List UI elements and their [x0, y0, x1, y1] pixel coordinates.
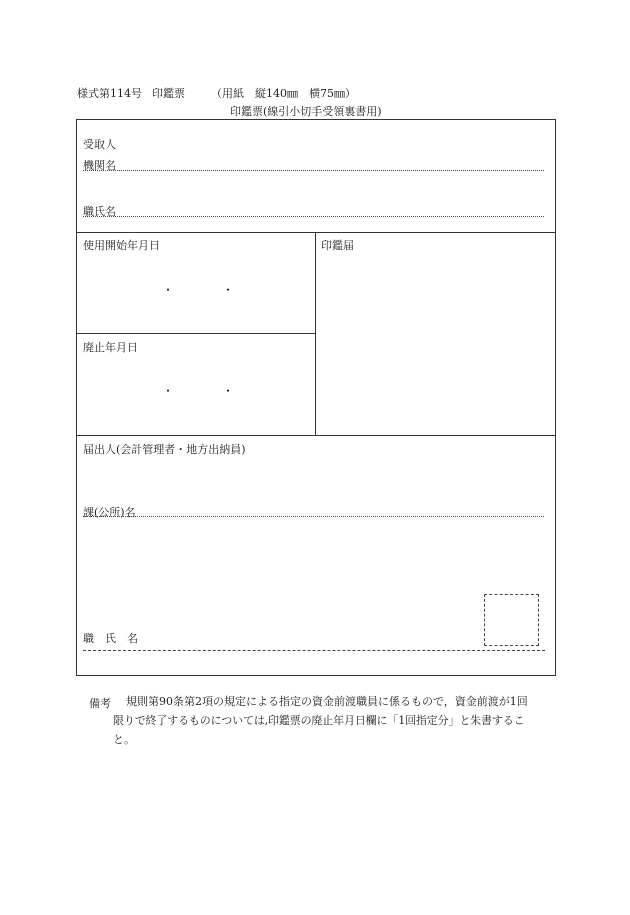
- divider: [76, 232, 556, 233]
- date-separator: ・: [162, 283, 175, 297]
- notifier-name-field[interactable]: [83, 650, 545, 651]
- date-separator: ・: [162, 384, 175, 398]
- seal-impression-area[interactable]: [317, 256, 553, 432]
- date-separator: ・: [222, 384, 235, 398]
- remarks-label: 備考: [89, 697, 111, 710]
- notifier-heading: 届出人(会計管理者・地方出納員): [83, 443, 246, 456]
- section-name-label: 課(公所)名: [83, 506, 136, 519]
- form-number: 様式第114号: [77, 87, 142, 100]
- form-name: 印鑑票: [152, 87, 185, 100]
- divider: [76, 435, 556, 436]
- seal-registration-label: 印鑑届: [321, 239, 354, 252]
- notifier-name-label: 職 氏 名: [83, 632, 138, 645]
- form-subtitle: 印鑑票(線引小切手受領裏書用): [230, 105, 382, 118]
- start-date-label: 使用開始年月日: [83, 239, 160, 252]
- org-name-label: 機関名: [83, 159, 116, 172]
- end-date-label: 廃止年月日: [83, 341, 138, 354]
- recipient-heading: 受取人: [83, 138, 116, 151]
- remarks-line-3: と。: [113, 733, 135, 746]
- paper-spec: （用紙 縦140㎜ 横75㎜）: [211, 87, 356, 100]
- seal-stamp-box[interactable]: [484, 594, 539, 646]
- official-name-field[interactable]: [83, 216, 544, 217]
- official-name-label: 職氏名: [83, 205, 116, 218]
- org-name-field[interactable]: [83, 170, 544, 171]
- date-separator: ・: [222, 283, 235, 297]
- remarks-line-1: 規則第90条第2項の規定による指定の資金前渡職員に係るもので，資金前渡が1回: [126, 695, 528, 708]
- section-name-field[interactable]: [83, 516, 544, 517]
- divider: [76, 333, 316, 334]
- remarks-line-2: 限りで終了するものについては,印鑑票の廃止年月日欄に「1回指定分」と朱書するこ: [113, 714, 525, 727]
